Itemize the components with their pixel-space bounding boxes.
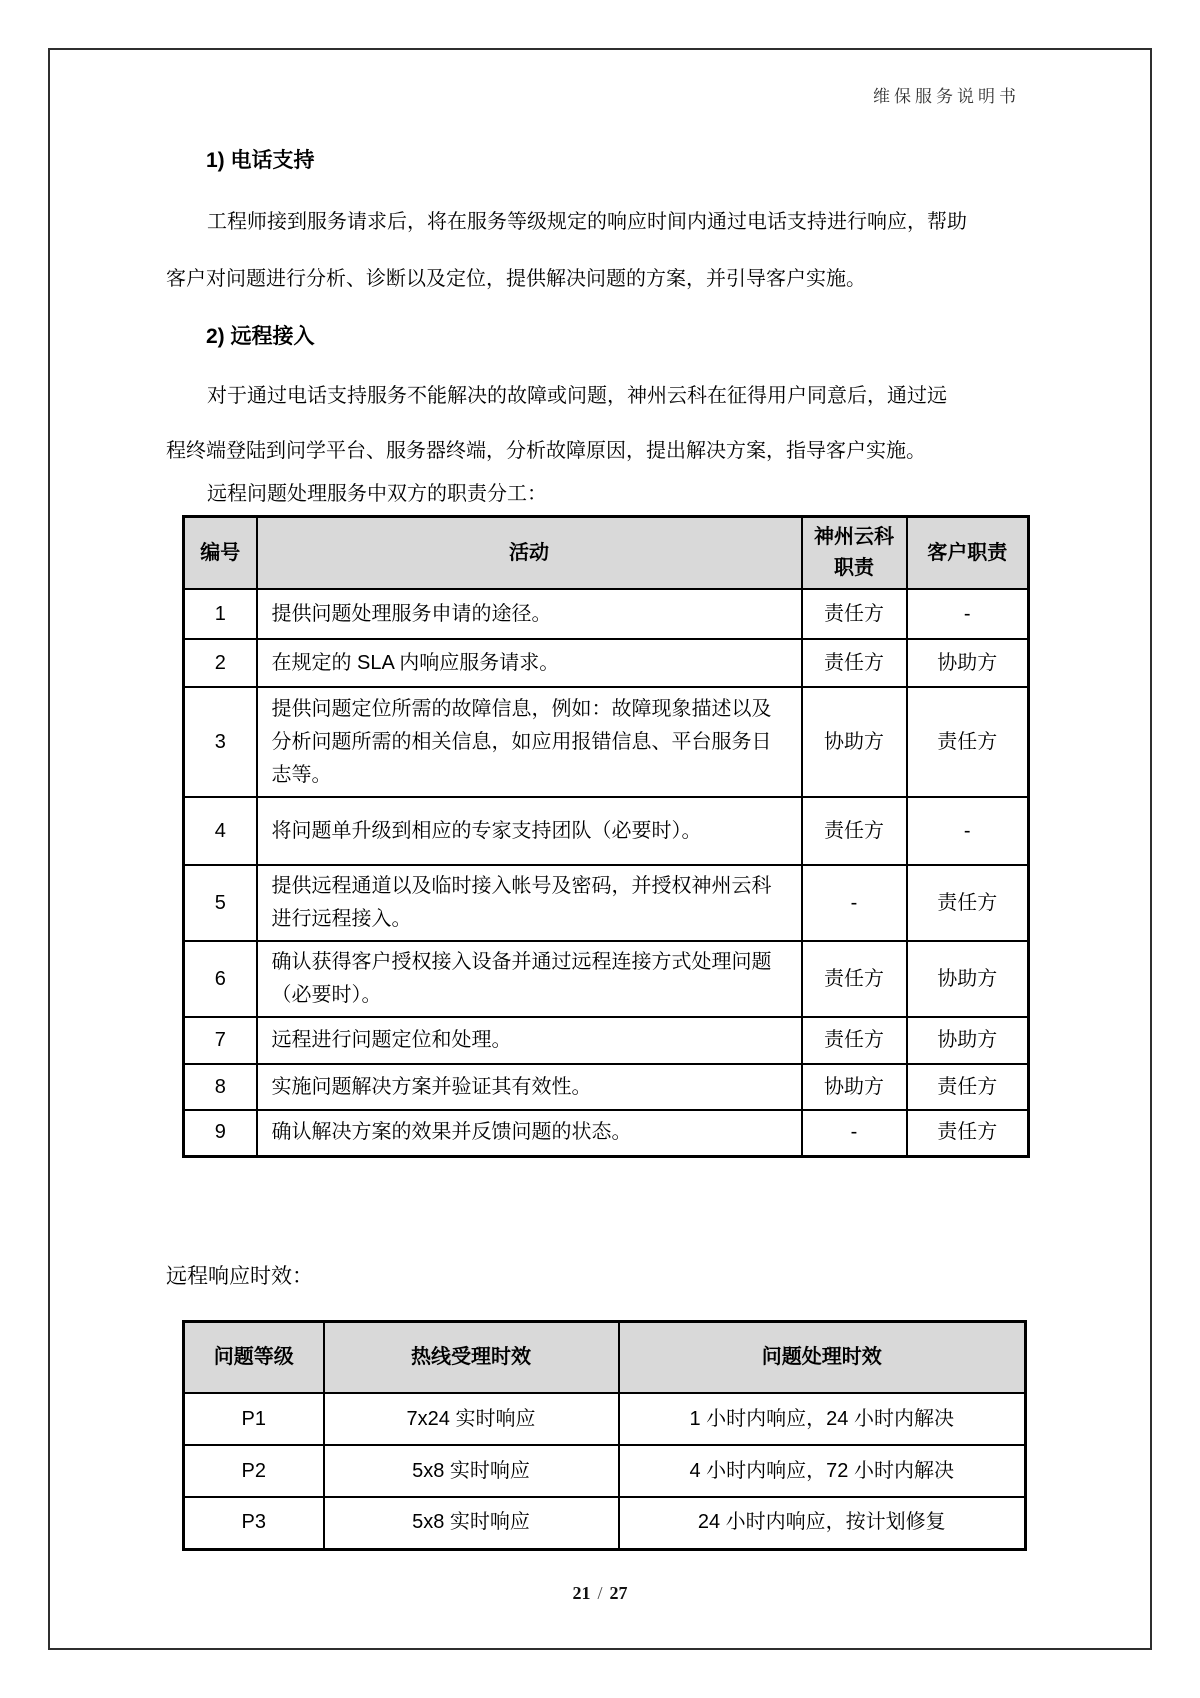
paragraph-line: 程终端登陆到问学平台、服务器终端，分析故障原因，提出解决方案，指导客户实施。 bbox=[166, 440, 926, 462]
responsibility-table bbox=[182, 515, 1030, 1158]
sla-table bbox=[182, 1320, 1027, 1551]
table-cell: 责任方 bbox=[802, 941, 907, 1017]
table-cell: 5x8 实时响应 bbox=[324, 1497, 619, 1549]
page-footer bbox=[50, 1583, 1150, 1604]
table-cell: 7 bbox=[184, 1017, 257, 1064]
table-cell: 6 bbox=[184, 941, 257, 1017]
table-cell: - bbox=[802, 865, 907, 941]
table-cell: P1 bbox=[184, 1393, 324, 1445]
heading-phone-support: 1) 电话支持 bbox=[206, 149, 315, 172]
table-row bbox=[184, 941, 1029, 1017]
paragraph-phone-support bbox=[166, 208, 1038, 294]
current-page-number: 21 bbox=[572, 1583, 591, 1603]
table-cell: 1 bbox=[184, 589, 257, 639]
page-border-frame bbox=[48, 48, 1152, 1650]
table-cell: 责任方 bbox=[907, 687, 1029, 797]
page-number-separator: / bbox=[597, 1583, 603, 1603]
table-cell: 提供远程通道以及临时接入帐号及密码，并授权神州云科进行远程接入。 bbox=[257, 865, 802, 941]
table-cell: 责任方 bbox=[802, 1017, 907, 1064]
sla-section-label: 远程响应时效： bbox=[166, 1264, 313, 1288]
table-row bbox=[184, 639, 1029, 687]
table-cell: 协助方 bbox=[907, 1017, 1029, 1064]
column-header: 活动 bbox=[257, 517, 802, 590]
table-cell: 7x24 实时响应 bbox=[324, 1393, 619, 1445]
table-cell: 5 bbox=[184, 865, 257, 941]
table-cell: 2 bbox=[184, 639, 257, 687]
table-cell: 协助方 bbox=[802, 687, 907, 797]
table-cell: 协助方 bbox=[802, 1064, 907, 1110]
table-cell: 责任方 bbox=[802, 589, 907, 639]
table-row bbox=[184, 797, 1029, 865]
table-cell: - bbox=[802, 1110, 907, 1156]
table-cell: 9 bbox=[184, 1110, 257, 1156]
paragraph-line: 对于通过电话支持服务不能解决的故障或问题，神州云科在征得用户同意后，通过远 bbox=[207, 385, 947, 407]
column-header: 神州云科职责 bbox=[802, 517, 907, 590]
table-cell: - bbox=[907, 589, 1029, 639]
heading-remote-access: 2) 远程接入 bbox=[206, 325, 315, 348]
table-row bbox=[184, 1017, 1029, 1064]
table-cell: 8 bbox=[184, 1064, 257, 1110]
table-cell: P3 bbox=[184, 1497, 324, 1549]
column-header: 编号 bbox=[184, 517, 257, 590]
table-cell: 提供问题定位所需的故障信息，例如：故障现象描述以及分析问题所需的相关信息，如应用报错信息、平台服务日志等。 bbox=[257, 687, 802, 797]
table-cell: 4 bbox=[184, 797, 257, 865]
column-header: 问题等级 bbox=[184, 1321, 324, 1393]
table-cell: 实施问题解决方案并验证其有效性。 bbox=[257, 1064, 802, 1110]
table-cell: 24 小时内响应，按计划修复 bbox=[619, 1497, 1026, 1549]
table-cell: P2 bbox=[184, 1445, 324, 1497]
table-row bbox=[184, 1393, 1026, 1445]
table-cell: 4 小时内响应，72 小时内解决 bbox=[619, 1445, 1026, 1497]
total-pages: 27 bbox=[609, 1583, 628, 1603]
table-row bbox=[184, 1110, 1029, 1156]
table-cell: 协助方 bbox=[907, 941, 1029, 1017]
table-row bbox=[184, 865, 1029, 941]
paragraph-remote-access bbox=[166, 382, 1038, 466]
table-row bbox=[184, 1445, 1026, 1497]
paragraph-line: 客户对问题进行分析、诊断以及定位，提供解决问题的方案，并引导客户实施。 bbox=[166, 268, 866, 290]
table-header-row bbox=[184, 1321, 1026, 1393]
table-row bbox=[184, 1497, 1026, 1549]
table-cell: 确认获得客户授权接入设备并通过远程连接方式处理问题（必要时）。 bbox=[257, 941, 802, 1017]
table-cell: 协助方 bbox=[907, 639, 1029, 687]
table-cell: 责任方 bbox=[802, 797, 907, 865]
table-cell: 3 bbox=[184, 687, 257, 797]
table-row bbox=[184, 589, 1029, 639]
table-cell: 1 小时内响应，24 小时内解决 bbox=[619, 1393, 1026, 1445]
document-title-header: 维保服务说明书 bbox=[873, 87, 1020, 106]
column-header: 热线受理时效 bbox=[324, 1321, 619, 1393]
table-cell: 远程进行问题定位和处理。 bbox=[257, 1017, 802, 1064]
table-header-row bbox=[184, 517, 1029, 590]
table-cell: 将问题单升级到相应的专家支持团队（必要时）。 bbox=[257, 797, 802, 865]
table-cell: 在规定的 SLA 内响应服务请求。 bbox=[257, 639, 802, 687]
table-cell: 提供问题处理服务申请的途径。 bbox=[257, 589, 802, 639]
page-content bbox=[166, 132, 1038, 1551]
table-cell: - bbox=[907, 797, 1029, 865]
paragraph-line: 工程师接到服务请求后，将在服务等级规定的响应时间内通过电话支持进行响应，帮助 bbox=[207, 211, 967, 233]
column-header: 客户职责 bbox=[907, 517, 1029, 590]
table-row bbox=[184, 687, 1029, 797]
table-cell: 责任方 bbox=[802, 639, 907, 687]
table-cell: 责任方 bbox=[907, 1110, 1029, 1156]
column-header: 问题处理时效 bbox=[619, 1321, 1026, 1393]
table-cell: 责任方 bbox=[907, 1064, 1029, 1110]
table-cell: 确认解决方案的效果并反馈问题的状态。 bbox=[257, 1110, 802, 1156]
table-row bbox=[184, 1064, 1029, 1110]
table-cell: 5x8 实时响应 bbox=[324, 1445, 619, 1497]
responsibility-table-intro: 远程问题处理服务中双方的职责分工： bbox=[207, 483, 547, 505]
table-cell: 责任方 bbox=[907, 865, 1029, 941]
